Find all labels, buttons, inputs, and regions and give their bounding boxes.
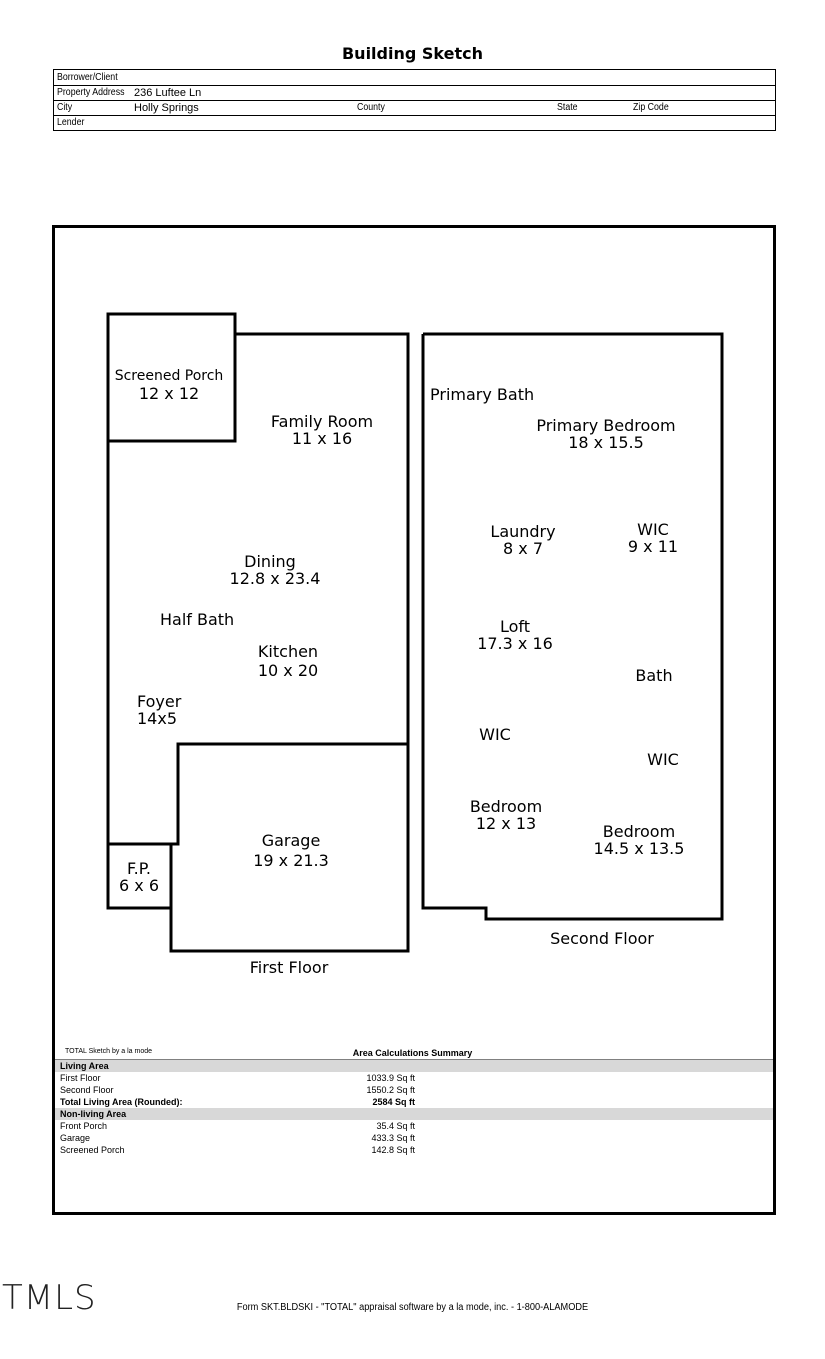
- row-amount: 2584 Sq ft: [372, 1097, 415, 1107]
- address-value: 236 Luftee Ln: [134, 87, 202, 99]
- room-name: Kitchen: [257, 642, 319, 661]
- room-dims: 8 x 7: [502, 539, 543, 558]
- room-name: Bedroom: [469, 797, 543, 816]
- room-wic-bedroom-1: [479, 726, 511, 743]
- room-dims: 12.8 x 23.4: [229, 569, 321, 588]
- room-dims: 12 x 12: [138, 384, 200, 403]
- room-dims: 6 x 6: [119, 876, 159, 895]
- address-label: Property Address: [57, 87, 125, 98]
- room-dims: 14x5: [137, 709, 178, 728]
- room-dining: [230, 553, 321, 587]
- row-label: Screened Porch: [60, 1145, 125, 1155]
- summary-row: [55, 1072, 773, 1084]
- room-dims: 11 x 16: [291, 429, 353, 448]
- room-name: Foyer: [137, 692, 182, 711]
- room-name: WIC: [479, 725, 511, 744]
- room-primary-bath: [430, 386, 534, 403]
- row-label: Second Floor: [60, 1085, 114, 1095]
- row-amount: 433.3 Sq ft: [371, 1133, 415, 1143]
- room-name: Family Room: [270, 412, 374, 431]
- section-label: Living Area: [60, 1061, 109, 1071]
- room-name: WIC: [637, 520, 669, 539]
- room-laundry: [490, 523, 555, 557]
- room-kitchen: [258, 643, 318, 679]
- room-wic-primary: [628, 521, 678, 555]
- row-amount: 142.8 Sq ft: [371, 1145, 415, 1155]
- room-foyer: [137, 693, 181, 727]
- room-bedroom-1: [470, 798, 542, 832]
- room-loft: [477, 618, 553, 652]
- room-primary-bedroom: [536, 417, 675, 451]
- row-label: Garage: [60, 1133, 91, 1143]
- zip-label: Zip Code: [633, 102, 669, 113]
- lender-label: Lender: [57, 117, 85, 128]
- row-amount: 35.4 Sq ft: [376, 1121, 415, 1131]
- room-dims: 12 x 13: [475, 814, 537, 833]
- room-family-room: [271, 413, 373, 447]
- city-value: Holly Springs: [134, 102, 199, 114]
- second-floor-caption: Second Floor: [550, 929, 654, 948]
- row-amount: 1033.9 Sq ft: [366, 1073, 415, 1083]
- room-name: Primary Bath: [430, 385, 535, 404]
- room-name: F.P.: [127, 859, 151, 878]
- row-label: Total Living Area (Rounded):: [60, 1097, 183, 1107]
- room-half-bath: [160, 611, 234, 628]
- total-living-row: [55, 1096, 773, 1108]
- city-label: City: [57, 102, 73, 113]
- county-label: County: [357, 102, 385, 113]
- page-title: Building Sketch: [341, 44, 483, 63]
- state-label: State: [557, 102, 578, 113]
- summary-row: [55, 1144, 773, 1156]
- room-screened-porch: [115, 368, 224, 402]
- room-dims: 18 x 15.5: [568, 433, 644, 452]
- room-name: Dining: [244, 552, 296, 571]
- living-area-header: [55, 1060, 773, 1072]
- room-name: Bedroom: [602, 822, 676, 841]
- room-dims: 14.5 x 13.5: [593, 839, 685, 858]
- row-amount: 1550.2 Sq ft: [366, 1085, 415, 1095]
- garage-wall: [108, 744, 408, 844]
- room-name: Garage: [261, 831, 321, 850]
- tmls-logo: TMLS: [2, 1278, 97, 1318]
- row-label: First Floor: [60, 1073, 101, 1083]
- room-name: WIC: [647, 750, 679, 769]
- borrower-label: Borrower/Client: [57, 72, 118, 83]
- room-name: Loft: [499, 617, 531, 636]
- summary-row: [55, 1132, 773, 1144]
- nonliving-area-header: [55, 1108, 773, 1120]
- room-name: Laundry: [490, 522, 556, 541]
- sketch-credit: TOTAL Sketch by a la mode: [65, 1048, 153, 1055]
- summary-row: [55, 1084, 773, 1096]
- section-label: Non-living Area: [60, 1109, 127, 1119]
- first-floor-caption: First Floor: [249, 958, 329, 977]
- room-bath: [635, 667, 672, 684]
- room-fireplace: [119, 860, 159, 894]
- room-dims: 17.3 x 16: [477, 634, 553, 653]
- form-footer: Form SKT.BLDSKI - "TOTAL" appraisal software by a la mode, inc. - 1-800-ALAMODE: [236, 1302, 589, 1313]
- summary-title: Area Calculations Summary: [352, 1048, 473, 1058]
- room-dims: 10 x 20: [257, 661, 319, 680]
- room-garage: [253, 832, 329, 869]
- room-dims: 9 x 11: [627, 537, 679, 556]
- room-name: Primary Bedroom: [536, 416, 676, 435]
- room-bedroom-2: [594, 823, 685, 857]
- room-name: Screened Porch: [114, 368, 224, 384]
- room-wic-bedroom-2: [647, 751, 679, 768]
- summary-row: [55, 1120, 773, 1132]
- room-name: Bath: [635, 666, 673, 685]
- row-label: Front Porch: [60, 1121, 108, 1131]
- room-name: Half Bath: [160, 610, 235, 629]
- room-dims: 19 x 21.3: [253, 851, 329, 870]
- area-calculations: [55, 1060, 773, 1156]
